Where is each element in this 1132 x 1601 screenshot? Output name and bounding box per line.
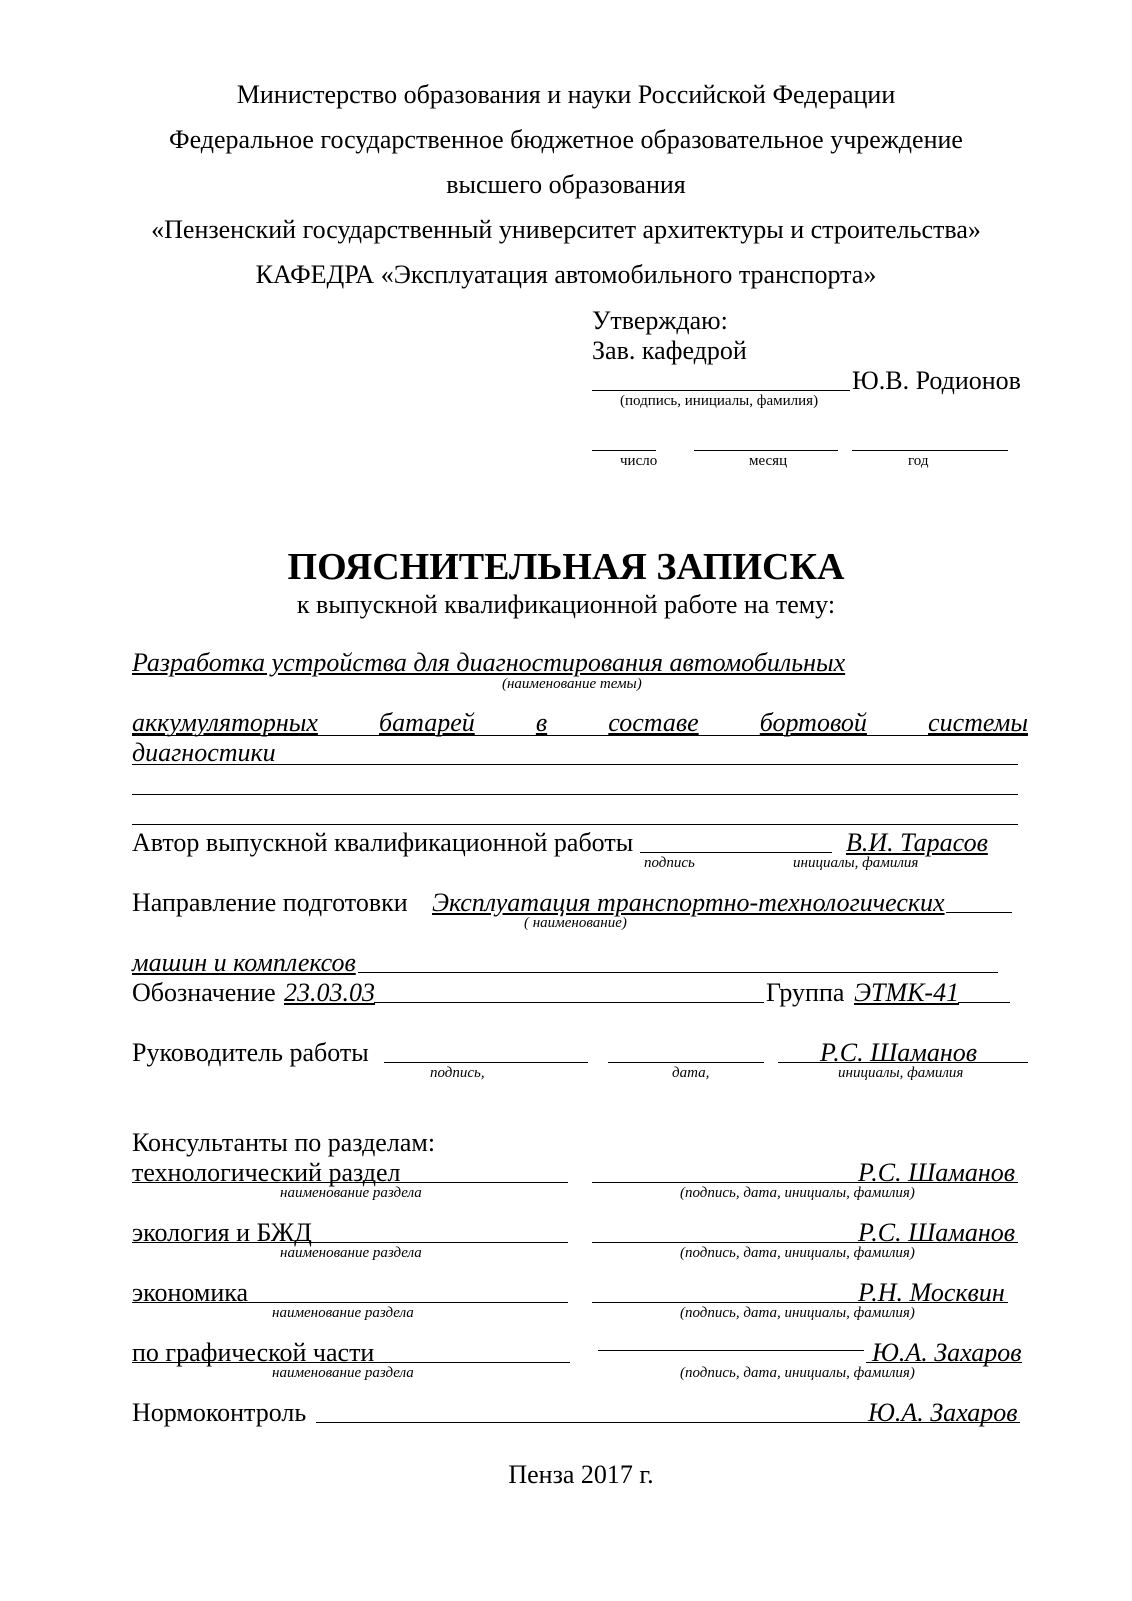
department-name: КАФЕДРА «Эксплуатация автомобильного транспорта»	[255, 260, 877, 289]
topic-word: составе	[608, 708, 699, 737]
consultants-heading: Консультанты по разделам:	[132, 1128, 436, 1157]
direction-value-1: Эксплуатация транспортно-технологических	[432, 888, 945, 917]
topic-line-2	[132, 708, 1028, 738]
head-signature-caption: (подпись, инициалы, фамилия)	[620, 393, 819, 409]
topic-line-3-underline	[132, 764, 1018, 765]
consultant-section: технологический раздел	[132, 1158, 401, 1187]
month-caption: месяц	[749, 453, 788, 469]
topic-word: бортовой	[759, 708, 867, 737]
head-of-department-label: Зав. кафедрой	[592, 336, 747, 365]
education-level-line: высшего образования	[446, 170, 686, 199]
normcontrol-label: Нормоконтроль	[132, 1398, 307, 1427]
supervisor-name-caption: инициалы, фамилия	[838, 1065, 964, 1081]
direction-label: Направление подготовки	[132, 888, 408, 917]
year-caption: год	[908, 453, 929, 469]
topic-word: батарей	[379, 708, 475, 737]
topic-line-3: диагностики	[132, 738, 276, 767]
supervisor-date-caption: дата,	[672, 1065, 710, 1081]
supervisor-label: Руководитель работы	[132, 1038, 369, 1067]
topic-word: аккумуляторных	[132, 708, 318, 737]
consultant-signature-caption: (подпись, дата, инициалы, фамилия)	[680, 1365, 915, 1381]
day-caption: число	[620, 453, 658, 469]
direction-caption: ( наименование)	[524, 915, 627, 931]
day-line	[592, 450, 656, 451]
author-name: В.И. Тарасов	[846, 828, 988, 857]
consultant-name: Ю.А. Захаров	[872, 1338, 1022, 1367]
designation-fill-line	[374, 1002, 764, 1003]
author-label: Автор выпускной квалификационной работы	[132, 828, 634, 857]
consultant-section-caption: наименование раздела	[272, 1305, 414, 1321]
group-value: ЭТМК-41	[854, 978, 960, 1007]
consultant-section-caption: наименование раздела	[272, 1365, 414, 1381]
group-fill-line	[958, 1002, 1010, 1003]
consultant-signature-line	[598, 1350, 864, 1351]
group-label: Группа	[766, 978, 845, 1007]
document-subtitle: к выпускной квалификационной работе на тему:	[296, 590, 836, 619]
consultant-name: Р.С. Шаманов	[858, 1218, 1016, 1247]
topic-line-2-underline	[132, 735, 1028, 736]
designation-value: 23.03.03	[284, 978, 375, 1007]
supervisor-date-line	[608, 1062, 764, 1063]
topic-caption: (наименование темы)	[502, 676, 642, 692]
topic-word: системы	[928, 708, 1028, 737]
topic-line-1: Разработка устройства для диагностирования автомобильных	[132, 648, 846, 677]
consultant-section-line	[132, 1182, 568, 1183]
city-year: Пенза 2017 г.	[508, 1460, 654, 1489]
direction-fill-line	[946, 912, 1012, 913]
direction-value-2: машин и комплексов	[132, 948, 356, 977]
author-name-caption: инициалы, фамилия	[793, 855, 919, 871]
supervisor-name: Р.С. Шаманов	[820, 1038, 978, 1067]
consultant-section: экономика	[132, 1278, 249, 1307]
consultant-signature-caption: (подпись, дата, инициалы, фамилия)	[680, 1245, 915, 1261]
author-signature-caption: подпись	[644, 855, 695, 871]
ministry-line: Министерство образования и науки Российской Федерации	[236, 80, 896, 109]
institution-line: Федеральное государственное бюджетное образовательное учреждение	[169, 125, 963, 154]
consultant-signature-caption: (подпись, дата, инициалы, фамилия)	[680, 1305, 915, 1321]
normcontrol-name: Ю.А. Захаров	[868, 1398, 1018, 1427]
topic-blank-line	[132, 824, 1018, 825]
consultant-section-caption: наименование раздела	[280, 1245, 422, 1261]
consultant-section: экология и БЖД	[132, 1218, 312, 1247]
head-name: Ю.В. Родионов	[852, 366, 1021, 395]
consultant-section-line	[132, 1302, 568, 1303]
supervisor-signature-caption: подпись,	[430, 1065, 485, 1081]
consultant-section-line	[132, 1362, 570, 1363]
consultant-section-caption: наименование раздела	[280, 1185, 422, 1201]
designation-label: Обозначение	[132, 978, 276, 1007]
supervisor-signature-line	[384, 1062, 588, 1063]
approval-label: Утверждаю:	[592, 306, 728, 335]
direction-fill-line	[358, 972, 998, 973]
consultant-section: по графической части	[132, 1338, 375, 1367]
consultant-name: Р.Н. Москвин	[858, 1278, 1005, 1307]
consultant-signature-caption: (подпись, дата, инициалы, фамилия)	[680, 1185, 915, 1201]
document-title: ПОЯСНИТЕЛЬНАЯ ЗАПИСКА	[287, 546, 845, 588]
university-name: «Пензенский государственный университет архитектуры и строительства»	[151, 215, 981, 244]
topic-blank-line	[132, 794, 1018, 795]
head-signature-line	[592, 390, 850, 391]
topic-word: в	[535, 708, 548, 737]
consultant-name: Р.С. Шаманов	[858, 1158, 1016, 1187]
month-line	[694, 450, 838, 451]
consultant-section-line	[132, 1242, 568, 1243]
author-signature-line	[640, 852, 832, 853]
year-line	[852, 450, 1008, 451]
